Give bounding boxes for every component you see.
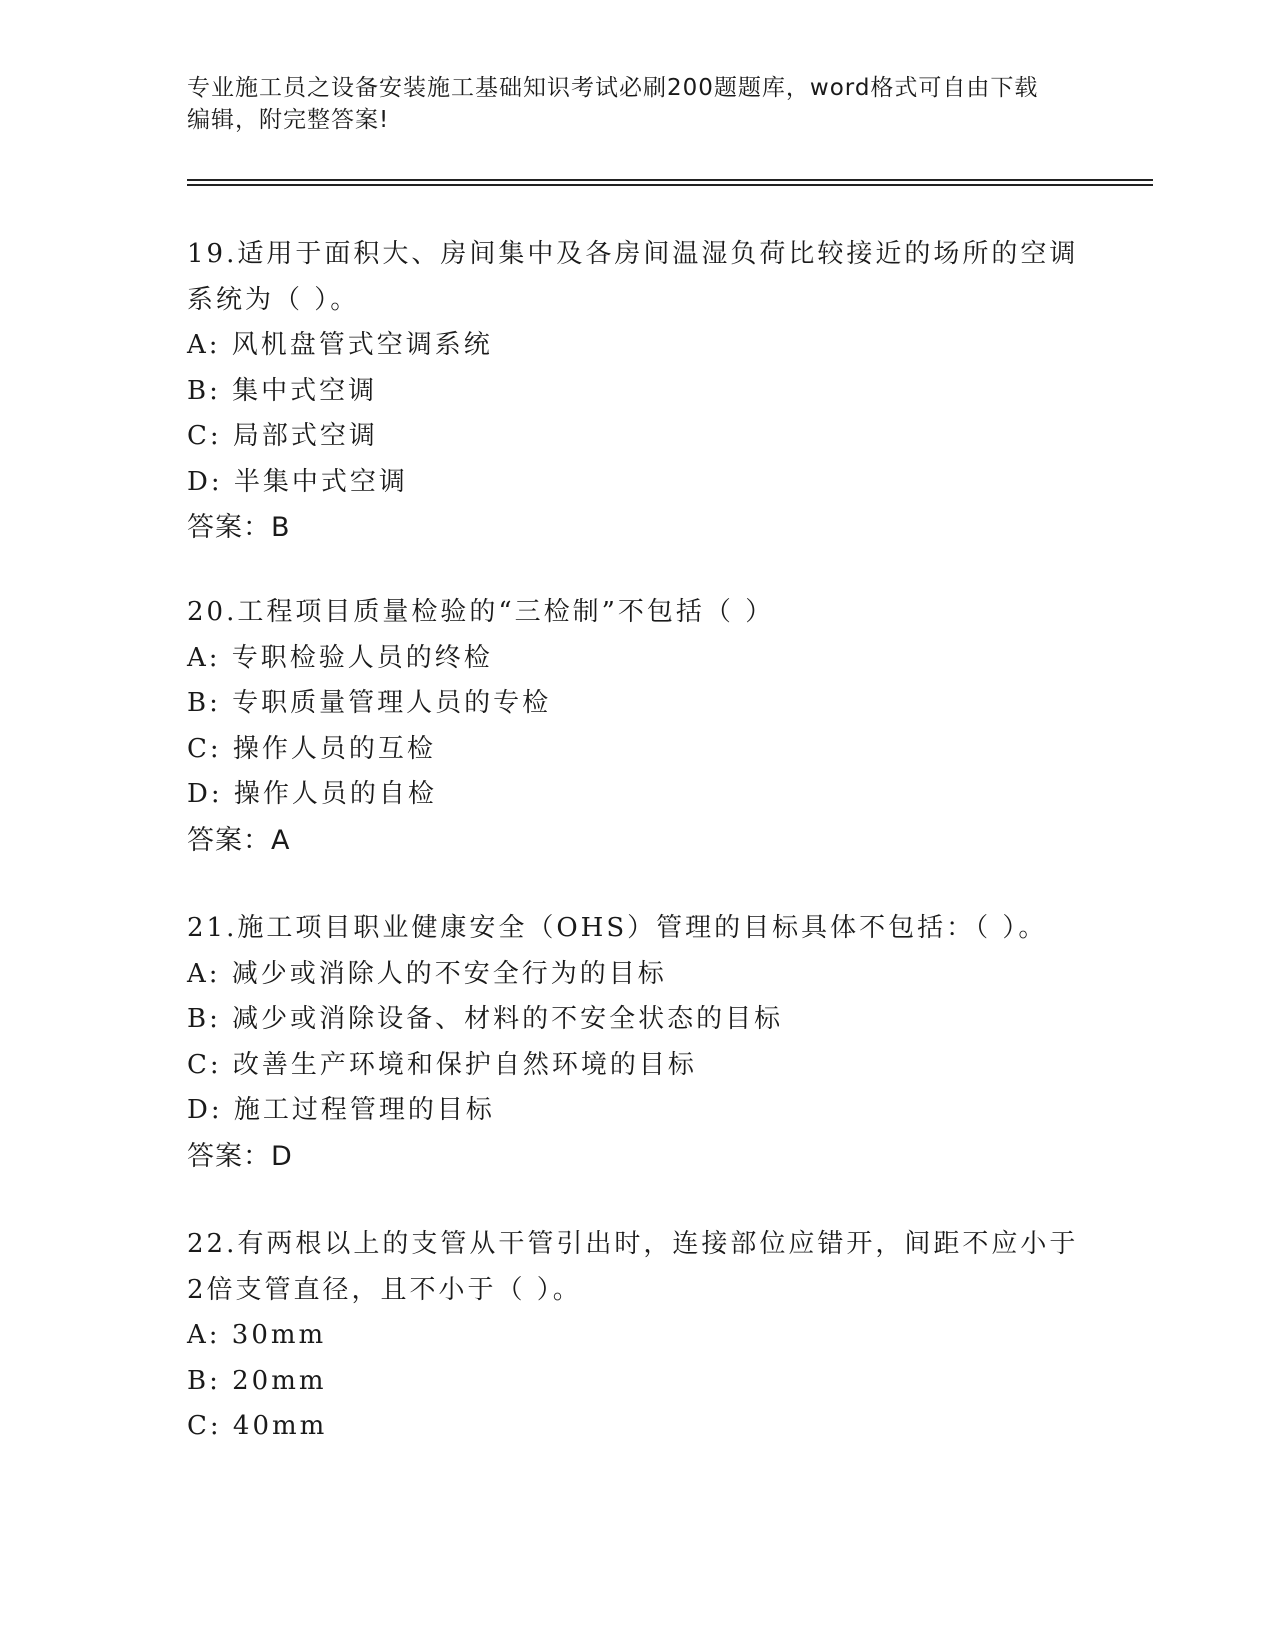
- option-a: A: 30mm: [187, 1320, 327, 1350]
- option-d: D: 半集中式空调: [187, 466, 408, 497]
- question-stem: 19.适用于面积大、房间集中及各房间温湿负荷比较接近的场所的空调: [187, 239, 1079, 269]
- question-21: [187, 906, 1087, 1179]
- header-divider-top: [187, 179, 1153, 181]
- question-20: [187, 590, 1087, 863]
- question-22: [187, 1222, 1087, 1450]
- header-line-1: 专业施工员之设备安装施工基础知识考试必刷200题题库，word格式可自由下载: [187, 75, 1039, 101]
- option-d: D: 施工过程管理的目标: [187, 1095, 495, 1125]
- question-stem: 22.有两根以上的支管从干管引出时，连接部位应错开，间距不应小于: [187, 1229, 1079, 1259]
- option-c: C: 操作人员的互检: [187, 733, 436, 764]
- header-divider-bottom: [187, 184, 1153, 186]
- option-a: A: 风机盘管式空调系统: [187, 330, 493, 360]
- option-b: B: 20mm: [187, 1365, 327, 1396]
- option-b: B: 专职质量管理人员的专检: [187, 688, 552, 718]
- document-header: [187, 72, 1087, 136]
- answer: 答案：A: [187, 824, 291, 856]
- option-a: A: 减少或消除人的不安全行为的目标: [187, 958, 667, 989]
- question-stem: 系统为（ ）。: [187, 284, 360, 315]
- option-a: A: 专职检验人员的终检: [187, 642, 493, 673]
- question-stem: 2倍支管直径，且不小于（ ）。: [187, 1274, 582, 1305]
- answer: 答案：D: [187, 1140, 293, 1172]
- option-b: B: 减少或消除设备、材料的不安全状态的目标: [187, 1004, 784, 1034]
- option-d: D: 操作人员的自检: [187, 779, 437, 809]
- question-stem: 21.施工项目职业健康安全（OHS）管理的目标具体不包括：（ ）。: [187, 913, 1048, 943]
- header-line-2: 编辑，附完整答案!: [187, 107, 390, 133]
- option-c: C: 局部式空调: [187, 421, 378, 451]
- option-b: B: 集中式空调: [187, 375, 378, 406]
- question-stem: 20.工程项目质量检验的“三检制”不包括（ ）: [187, 597, 775, 627]
- option-c: C: 40mm: [187, 1411, 328, 1441]
- question-19: [187, 232, 1087, 551]
- answer: 答案：B: [187, 512, 291, 543]
- option-c: C: 改善生产环境和保护自然环境的目标: [187, 1049, 697, 1080]
